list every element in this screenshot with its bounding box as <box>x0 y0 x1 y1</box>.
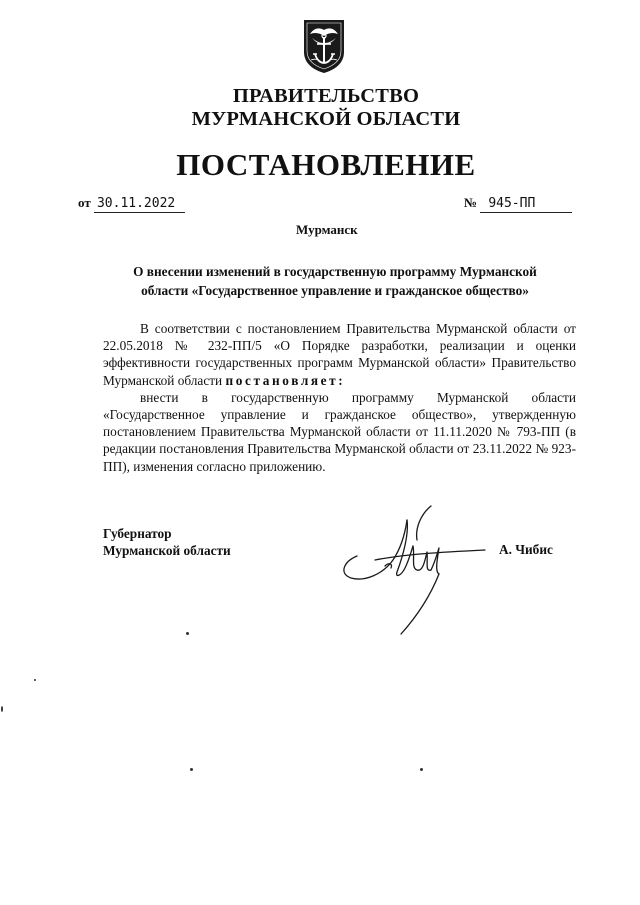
body-paragraph-1 <box>103 320 576 389</box>
document-type-title: ПОСТАНОВЛЕНИЕ <box>176 147 476 182</box>
signer-position-line1: Губернатор <box>103 526 172 541</box>
number-label: № <box>464 195 478 210</box>
document-subject: О внесении изменений в государственную программу Мурманской области «Государственное управление и гражданское общество» <box>133 264 537 298</box>
date-value: 30.11.2022 <box>94 196 185 213</box>
resolution-keyword: постановляет: <box>225 372 346 388</box>
body-paragraph-2: внести в государственную программу Мурманской области «Государственное управление и гражданское общество», утвержденную постановлением Правительства Мурманской области от 11.11.2020 № 793-ПП (в редакции постановления Правительства Мурманской области от 23.11.2022 № 923-ПП), изменения согласно приложению. <box>103 389 576 474</box>
scan-speck <box>34 679 36 681</box>
issuing-city: Мурманск <box>296 222 358 237</box>
date-label: от <box>78 195 91 210</box>
signer-position-line2: Мурманской области <box>103 543 231 558</box>
document-number <box>464 195 572 213</box>
number-value: 945-ПП <box>480 196 572 213</box>
scan-speck <box>186 632 189 635</box>
government-name-line2: МУРМАНСКОЙ ОБЛАСТИ <box>191 108 461 130</box>
document-body <box>103 320 576 475</box>
handwritten-signature-icon <box>335 500 495 640</box>
signer-position <box>103 525 231 559</box>
scan-speck <box>190 768 193 771</box>
coat-of-arms-icon <box>302 18 346 74</box>
scan-speck <box>420 768 423 771</box>
signer-name: А. Чибис <box>499 542 553 557</box>
body-paragraph-1-text: В соответствии с постановлением Правительства Мурманской области от 22.05.2018 № 232-ПП/5 «О Порядке разработки, реализации и оценки эффективности государственных программ Мурманской области» Правительство Мурманской области <box>103 321 576 388</box>
document-date <box>78 195 185 213</box>
government-name-line1: ПРАВИТЕЛЬСТВО <box>232 85 420 107</box>
scan-speck <box>1 706 3 712</box>
